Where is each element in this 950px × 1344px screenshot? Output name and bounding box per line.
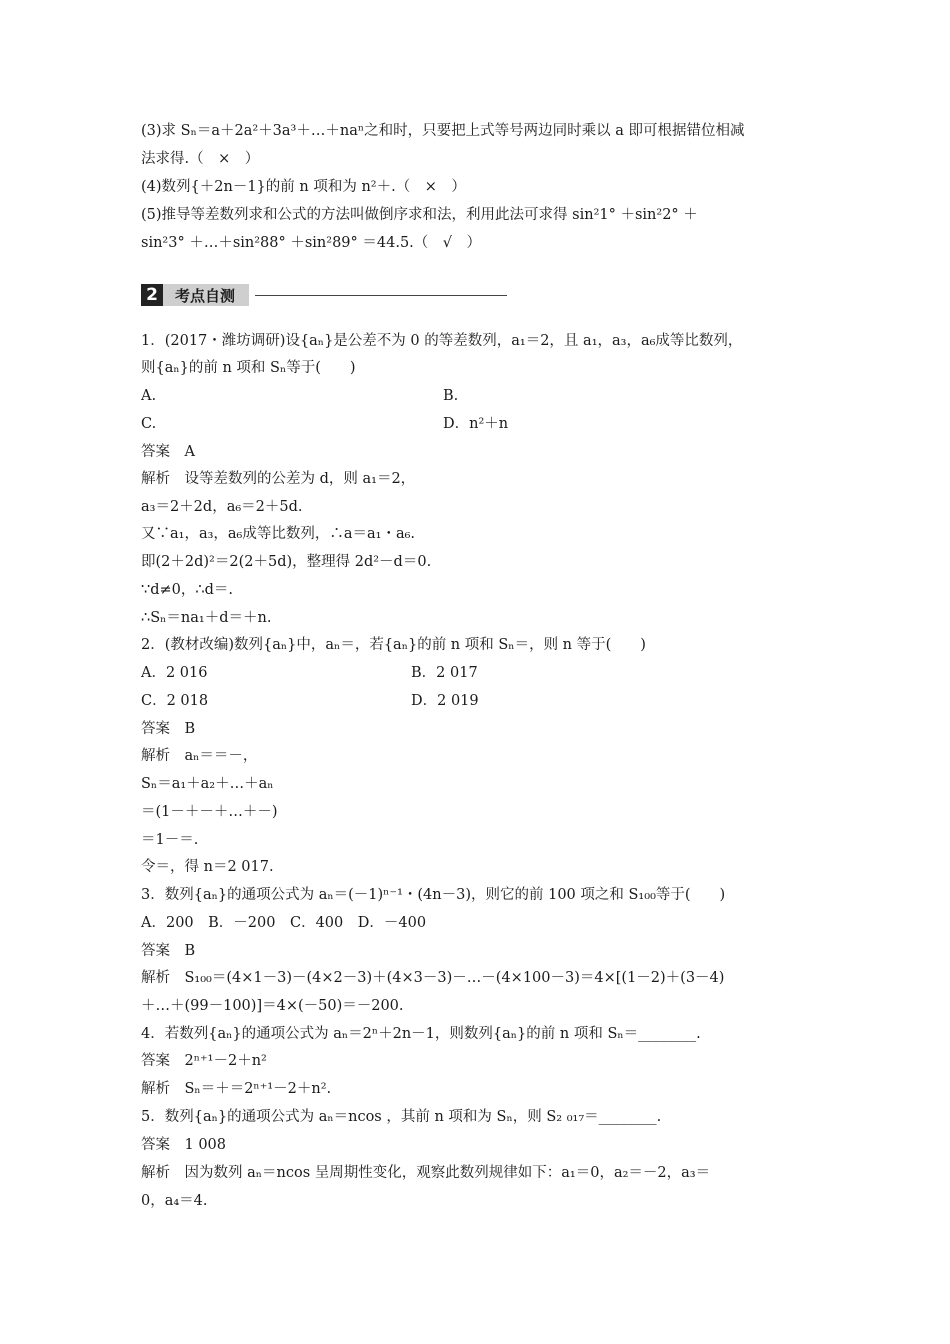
q1-stem-1: 1．(2017・潍坊调研)设{aₙ}是公差不为 0 的等差数列，a₁＝2，且 a₁，a₃，a₆成等比数列， — [141, 333, 743, 349]
q3-options: A．200 B．－200 C．400 D．－400 — [141, 915, 427, 931]
q2-answer: 答案 B — [141, 721, 196, 737]
section-rule — [255, 295, 507, 296]
q1-answer: 答案 A — [141, 444, 195, 460]
q5-solution-1: 解析 因为数列 aₙ＝ncos 呈周期性变化，观察此数列规律如下：a₁＝0，a₂＝－2，a₃＝ — [141, 1165, 711, 1181]
q2-stem: 2．(教材改编)数列{aₙ}中，aₙ＝，若{aₙ}的前 n 项和 Sₙ＝，则 n 等于( ) — [141, 637, 646, 653]
q1-solution-1: 解析 设等差数列的公差为 d，则 a₁＝2， — [141, 471, 416, 487]
q1-option-b: B. — [443, 388, 459, 404]
q3-stem: 3．数列{aₙ}的通项公式为 aₙ＝(－1)ⁿ⁻¹・(4n－3)，则它的前 100 项之和 S₁₀₀等于( ) — [141, 887, 726, 903]
q2-solution-3: ＝(1－＋－＋…＋－) — [141, 804, 278, 820]
q2-solution-5: 令＝，得 n＝2 017. — [141, 859, 274, 875]
q2-solution-1: 解析 aₙ＝＝－， — [141, 748, 258, 764]
q1-solution-2: a₃＝2＋2d，a₆＝2＋5d. — [141, 499, 303, 515]
q3-solution-1: 解析 S₁₀₀＝(4×1－3)－(4×2－3)＋(4×3－3)－…－(4×100－3)＝4×[(1－2)＋(3－4) — [141, 970, 725, 986]
q2-option-d: D．2 019 — [411, 693, 479, 709]
q2-solution-4: ＝1－＝. — [141, 832, 199, 848]
q1-solution-3: 又∵a₁，a₃，a₆成等比数列，∴a＝a₁・a₆. — [141, 526, 416, 542]
prev-line-2: 法求得.（ × ） — [141, 151, 260, 167]
q5-stem: 5．数列{aₙ}的通项公式为 aₙ＝ncos ，其前 n 项和为 Sₙ，则 S₂ ₀₁₇＝________. — [141, 1109, 662, 1125]
prev-line-1: (3)求 Sₙ＝a＋2a²＋3a³＋…＋naⁿ之和时，只要把上式等号两边同时乘以 a 即可根据错位相减 — [141, 123, 745, 139]
q4-answer: 答案 2ⁿ⁺¹－2＋n² — [141, 1053, 267, 1069]
q3-solution-2: ＋…＋(99－100)]＝4×(－50)＝－200. — [141, 998, 404, 1014]
prev-line-4: (5)推导等差数列求和公式的方法叫做倒序求和法，利用此法可求得 sin²1° ＋sin²2° ＋ — [141, 207, 698, 223]
q4-stem: 4．若数列{aₙ}的通项公式为 aₙ＝2ⁿ＋2n－1，则数列{aₙ}的前 n 项和 Sₙ＝________. — [141, 1026, 701, 1042]
q1-solution-5: ∵d≠0，∴d＝. — [141, 582, 233, 598]
q1-option-d: D．n²＋n — [443, 416, 509, 432]
q4-solution: 解析 Sₙ＝＋＝2ⁿ⁺¹－2＋n². — [141, 1081, 332, 1097]
q2-option-b: B．2 017 — [411, 665, 478, 681]
q1-stem-2: 则{aₙ}的前 n 项和 Sₙ等于( ) — [141, 360, 356, 376]
section-header — [141, 282, 507, 308]
q2-option-a: A．2 016 — [141, 665, 208, 681]
section-number: 2 — [141, 284, 163, 306]
q1-option-a: A. — [141, 388, 157, 404]
q3-answer: 答案 B — [141, 943, 196, 959]
q2-option-c: C．2 018 — [141, 693, 209, 709]
q2-solution-2: Sₙ＝a₁＋a₂＋…＋aₙ — [141, 776, 274, 792]
section-title: 考点自测 — [163, 284, 249, 306]
q5-answer: 答案 1 008 — [141, 1137, 227, 1153]
prev-line-3: (4)数列{＋2n－1}的前 n 项和为 n²＋.（ × ） — [141, 179, 466, 195]
q1-option-c: C. — [141, 416, 157, 432]
q1-solution-4: 即(2＋2d)²＝2(2＋5d)，整理得 2d²－d＝0. — [141, 554, 432, 570]
prev-line-5: sin²3° ＋…＋sin²88° ＋sin²89° ＝44.5.（ √ ） — [141, 235, 482, 251]
q5-solution-2: 0，a₄＝4. — [141, 1193, 208, 1209]
q1-solution-6: ∴Sₙ＝na₁＋d＝＋n. — [141, 610, 272, 626]
